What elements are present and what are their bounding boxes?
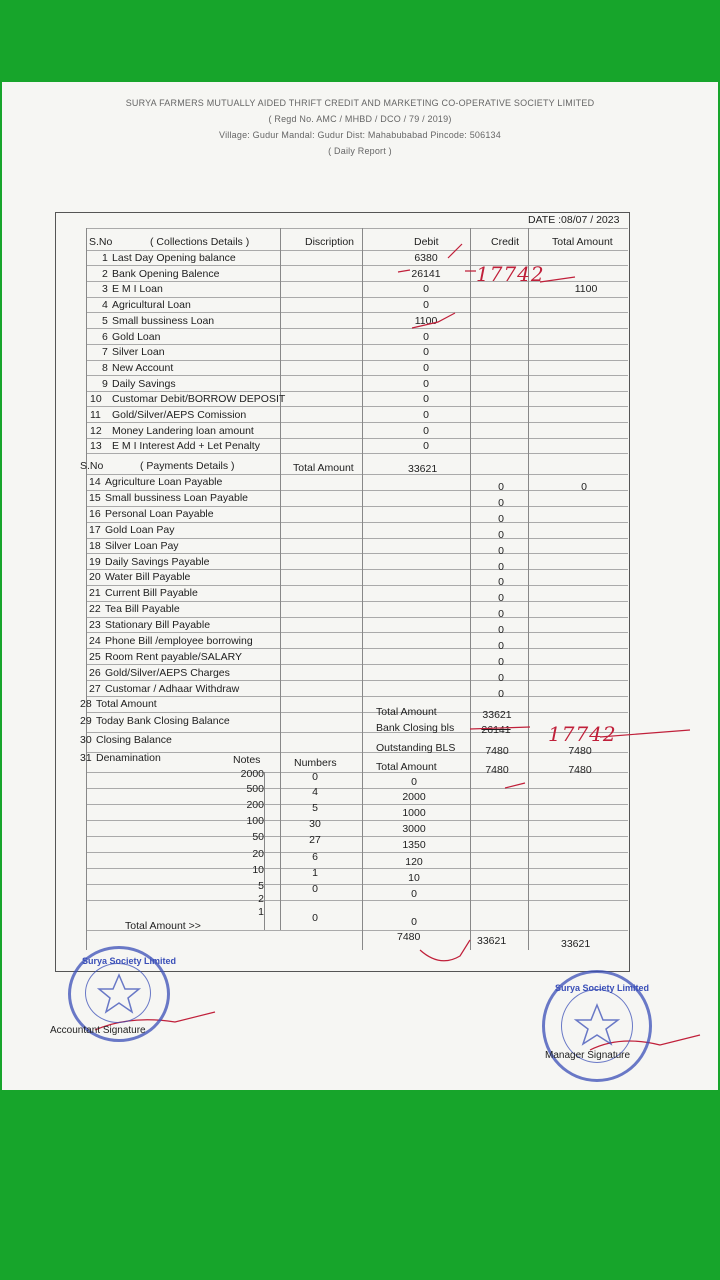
payment-row-credit: 0	[498, 671, 504, 684]
summary-row-label: Closing Balance	[96, 734, 172, 746]
payment-row-credit: 0	[498, 640, 504, 652]
notes-header: Notes	[233, 754, 261, 766]
denomination-amount: 1350	[402, 839, 426, 851]
grid-row-line	[86, 868, 628, 869]
collection-row-label: Gold Loan	[112, 330, 161, 343]
payment-row-label: Daily Savings Payable	[105, 555, 210, 568]
stamp-text-right: Surya Society Limited	[555, 983, 650, 993]
grid-row-line	[86, 344, 628, 345]
payment-row-label: Water Bill Payable	[105, 571, 191, 584]
denomination-count: 5	[312, 802, 318, 814]
denomination-note: 2000	[240, 768, 264, 780]
collection-row-number: 10	[90, 393, 102, 406]
grid-row-line	[86, 328, 628, 329]
collection-row-number: 12	[90, 424, 102, 437]
payment-row-total: 0	[581, 481, 587, 493]
stamp-text-left: Surya Society Limited	[82, 956, 177, 966]
grid-row-line	[86, 836, 628, 837]
payment-row-credit: 0	[498, 655, 504, 668]
payments-sno-header: S.No	[80, 460, 104, 472]
footer-total: 33621	[561, 938, 591, 950]
grid-row-line	[86, 297, 628, 298]
denomination-amount: 3000	[402, 823, 426, 835]
payment-row-number: 27	[89, 682, 101, 695]
society-address: Village: Gudur Mandal: Gudur Dist: Mahabubabad Pincode: 506134	[219, 130, 501, 140]
payment-row-number: 26	[89, 666, 101, 679]
payment-row-number: 14	[89, 476, 101, 488]
payment-row-credit: 0	[498, 624, 504, 637]
numbers-header: Numbers	[294, 757, 337, 769]
summary-row-number: 31	[80, 752, 92, 764]
denomination-amount: 10	[408, 872, 420, 884]
payment-row-number: 15	[89, 491, 101, 504]
report-title: ( Daily Report )	[328, 146, 392, 156]
col-total: Total Amount	[552, 236, 613, 248]
payment-row-number: 25	[89, 650, 101, 663]
collection-row-number: 9	[102, 377, 108, 390]
payment-row-number: 16	[89, 507, 101, 520]
denomination-note: 2	[258, 893, 264, 905]
payments-total-label: Total Amount	[293, 462, 354, 474]
summary-row-number: 29	[80, 715, 92, 727]
denomination-note: 10	[252, 864, 264, 876]
grid-row-line	[86, 696, 628, 697]
summary-row-number: 30	[80, 734, 92, 746]
grid-row-line	[86, 772, 628, 773]
summary-row-number: 28	[80, 698, 92, 710]
collection-row-debit: 0	[423, 283, 429, 296]
col-description: Discription	[305, 236, 355, 248]
denomination-amount: 0	[411, 776, 417, 788]
denomination-count: 1	[312, 867, 318, 879]
summary-row-description: Bank Closing bls	[376, 722, 455, 734]
registration-number: ( Regd No. AMC / MHBD / DCO / 79 / 2019)	[268, 114, 452, 124]
collection-row-number: 8	[102, 361, 108, 374]
collection-row-debit: 0	[423, 409, 429, 421]
payment-row-label: Phone Bill /employee borrowing	[105, 635, 253, 647]
payment-row-credit: 0	[498, 544, 504, 557]
collection-row-number: 6	[102, 330, 108, 343]
denomination-amount: 120	[405, 856, 423, 868]
summary-row-credit: 7480	[485, 745, 509, 757]
summary-row-total: 7480	[568, 764, 592, 776]
grid-row-line	[86, 788, 628, 789]
footer-credit: 33621	[477, 935, 507, 947]
denomination-note: 500	[246, 783, 264, 795]
grid-row-line	[86, 712, 628, 713]
summary-row-credit: 33621	[482, 709, 512, 721]
collection-row-label: New Account	[112, 361, 174, 374]
grid-row-line	[86, 632, 628, 633]
grid-row-line	[86, 648, 628, 649]
grid-row-line	[86, 228, 628, 229]
payment-row-number: 23	[89, 619, 101, 632]
collection-row-debit: 0	[423, 377, 429, 390]
grid-row-line	[86, 265, 628, 266]
collection-row-label: Money Landering loan amount	[112, 424, 254, 437]
grid-row-line	[86, 900, 628, 901]
denomination-amount: 0	[411, 888, 417, 900]
handwritten-closing-amount: 17742	[548, 722, 617, 746]
collection-row-debit: 6380	[414, 252, 438, 264]
grid-row-line	[86, 438, 628, 439]
grid-column-line	[264, 772, 265, 930]
payment-row-label: Room Rent payable/SALARY	[105, 650, 242, 663]
payment-row-number: 18	[89, 539, 101, 552]
collection-row-number: 7	[102, 346, 108, 359]
denomination-count: 4	[312, 786, 318, 798]
collection-row-label: Agricultural Loan	[112, 299, 191, 312]
payment-row-label: Current Bill Payable	[105, 587, 198, 600]
collection-row-label: E M I Loan	[112, 283, 163, 296]
grid-column-line	[470, 228, 471, 950]
payment-row-label: Personal Loan Payable	[105, 507, 214, 520]
grid-row-line	[86, 884, 628, 885]
grid-row-line	[86, 406, 628, 407]
collection-row-label: Last Day Opening balance	[112, 252, 236, 264]
collection-row-label: Daily Savings	[112, 377, 176, 390]
payment-row-label: Stationary Bill Payable	[105, 619, 211, 632]
grid-row-line	[86, 250, 628, 251]
denomination-count: 30	[309, 818, 321, 830]
grid-row-line	[86, 680, 628, 681]
payment-row-credit: 0	[498, 576, 504, 589]
denomination-count: 0	[312, 912, 318, 924]
grid-row-line	[86, 360, 628, 361]
payment-row-number: 17	[89, 523, 101, 536]
grid-row-line	[86, 752, 628, 753]
summary-row-bank-balance: 26141	[481, 724, 511, 736]
col-debit: Debit	[414, 236, 439, 248]
payment-row-label: Tea Bill Payable	[105, 603, 180, 616]
handwritten-credit-amount: 17742	[476, 262, 545, 286]
denomination-count: 6	[312, 851, 318, 863]
grid-row-line	[86, 617, 628, 618]
summary-row-description: Total Amount	[376, 706, 437, 718]
grid-row-line	[86, 474, 628, 475]
col-sno: S.No	[89, 236, 113, 248]
grid-row-line	[86, 585, 628, 586]
grid-row-line	[86, 820, 628, 821]
collection-row-number: 4	[102, 299, 108, 312]
payment-row-label: Small bussiness Loan Payable	[105, 491, 249, 504]
payment-row-credit: 0	[498, 481, 504, 493]
grid-row-line	[86, 490, 628, 491]
collection-row-number: 5	[102, 314, 108, 327]
denomination-note: 5	[258, 880, 264, 892]
payment-row-credit: 0	[498, 687, 504, 700]
grid-column-line	[362, 228, 363, 950]
denomination-note: 1	[258, 906, 264, 918]
payment-row-credit: 0	[498, 560, 504, 573]
collection-row-number: 11	[90, 409, 101, 421]
collection-row-debit: 26141	[411, 267, 441, 280]
grid-row-line	[86, 852, 628, 853]
payment-row-credit: 0	[498, 592, 504, 605]
denomination-count: 0	[312, 883, 318, 895]
denomination-note: 200	[246, 799, 264, 811]
society-name: SURYA FARMERS MUTUALLY AIDED THRIFT CREDIT AND MARKETING CO-OPERATIVE SOCIETY LIMITED	[125, 98, 595, 108]
grid-row-line	[86, 391, 628, 392]
summary-row-total: 7480	[568, 745, 592, 757]
footer-label: Total Amount >>	[125, 920, 201, 932]
payment-row-credit: 0	[498, 496, 504, 509]
collection-row-label: Small bussiness Loan	[112, 314, 215, 327]
col-credit: Credit	[491, 236, 520, 248]
collection-row-number: 3	[102, 283, 108, 296]
grid-row-line	[86, 453, 628, 454]
denomination-note: 20	[252, 848, 264, 860]
grid-row-line	[86, 281, 628, 282]
collection-row-label: Silver Loan	[112, 346, 165, 359]
denomination-amount: 0	[411, 916, 417, 928]
grid-row-line	[86, 422, 628, 423]
denomination-count: 0	[312, 771, 318, 783]
payment-row-credit: 0	[498, 512, 504, 525]
payment-row-label: Gold Loan Pay	[105, 523, 175, 536]
payment-row-label: Gold/Silver/AEPS Charges	[105, 666, 230, 679]
summary-row-credit: 7480	[485, 764, 509, 776]
grid-column-line	[528, 228, 529, 950]
payment-row-credit: 0	[498, 608, 504, 621]
payment-row-credit: 0	[498, 528, 504, 541]
summary-row-label: Denamination	[96, 752, 161, 764]
summary-row-description: Outstanding BLS	[376, 742, 456, 754]
manager-signature: Manager Signature	[545, 1050, 631, 1061]
grid-row-line	[86, 732, 628, 733]
denomination-count: 27	[309, 834, 321, 846]
collection-row-debit: 0	[423, 440, 429, 453]
accountant-signature: Accountant Signature	[50, 1025, 146, 1036]
collection-row-debit: 0	[423, 330, 429, 343]
payment-row-label: Silver Loan Pay	[105, 539, 179, 552]
payment-row-label: Agriculture Loan Payable	[105, 476, 223, 488]
payment-row-number: 24	[89, 635, 101, 647]
grid-column-line	[280, 228, 281, 930]
collection-row-label: Gold/Silver/AEPS Comission	[112, 409, 247, 421]
grid-row-line	[86, 601, 628, 602]
collection-row-number: 13	[90, 440, 102, 453]
summary-row-label: Total Amount	[96, 698, 157, 710]
collection-row-number: 2	[102, 267, 108, 280]
collection-row-label: E M I Interest Add + Let Penalty	[112, 440, 260, 453]
collection-row-debit: 0	[423, 346, 429, 359]
denomination-amount: 2000	[402, 791, 426, 803]
collection-row-total: 1100	[574, 283, 598, 296]
col-collections: ( Collections Details )	[150, 236, 250, 248]
collection-row-debit: 0	[423, 299, 429, 312]
collection-row-debit: 0	[423, 393, 429, 406]
payment-row-number: 22	[89, 603, 101, 616]
payments-header: ( Payments Details )	[140, 460, 235, 472]
payment-row-label: Customar / Adhaar Withdraw	[105, 682, 240, 695]
payment-row-number: 19	[89, 555, 101, 568]
grid-row-line	[86, 664, 628, 665]
grid-row-line	[86, 312, 628, 313]
collection-row-debit: 0	[423, 424, 429, 437]
payments-total-value: 33621	[408, 463, 438, 475]
grid-row-line	[86, 375, 628, 376]
payment-row-number: 20	[89, 571, 101, 584]
denomination-note: 100	[246, 815, 264, 827]
report-date: DATE :08/07 / 2023	[528, 214, 620, 226]
grid-row-line	[86, 553, 628, 554]
summary-row-label: Today Bank Closing Balance	[96, 715, 230, 727]
denomination-note: 50	[252, 831, 264, 843]
collection-row-label: Bank Opening Balence	[112, 267, 220, 280]
grid-column-line	[86, 228, 87, 950]
collection-row-debit: 0	[423, 361, 429, 374]
collection-row-label: Customar Debit/BORROW DEPOSIT	[112, 393, 286, 406]
collection-row-debit: 1100	[414, 314, 438, 327]
denomination-amount: 1000	[402, 807, 426, 819]
payment-row-number: 21	[89, 587, 101, 600]
summary-row-description: Total Amount	[376, 761, 437, 773]
footer-debit: 7480	[397, 931, 421, 943]
grid-row-line	[86, 804, 628, 805]
collection-row-number: 1	[102, 252, 108, 264]
grid-row-line	[86, 569, 628, 570]
